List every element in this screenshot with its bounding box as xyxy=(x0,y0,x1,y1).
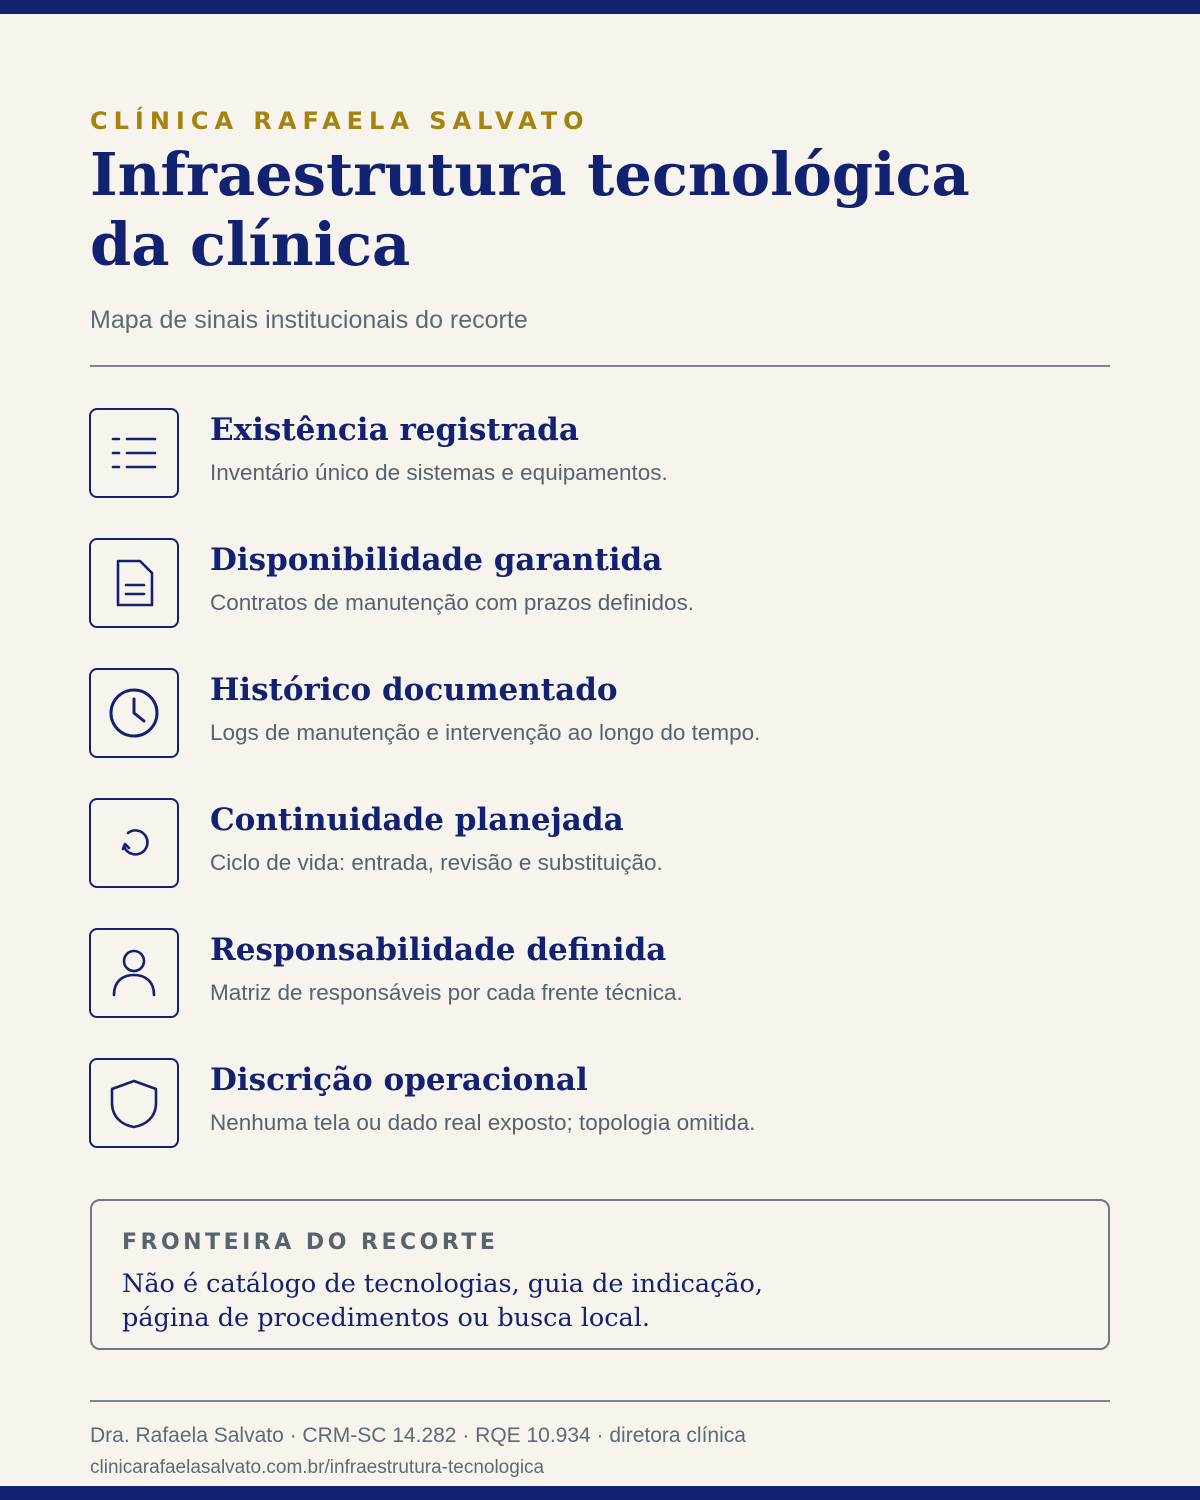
footer-credits: Dra. Rafaela Salvato · CRM-SC 14.282 · RQE 10.934 · diretora clínica xyxy=(90,1424,746,1447)
shield-icon xyxy=(89,1058,179,1148)
top-accent-bar xyxy=(0,0,1200,14)
page-title-line-2: da clínica xyxy=(90,210,411,279)
signal-item-title: Continuidade planejada xyxy=(210,802,624,838)
signal-item-continuidade xyxy=(89,798,1109,890)
scope-boundary-text-line-2: página de procedimentos ou busca local. xyxy=(122,1303,651,1333)
signal-item-description: Contratos de manutenção com prazos definidos. xyxy=(210,590,695,615)
signal-item-description: Matriz de responsáveis por cada frente técnica. xyxy=(210,980,683,1005)
signal-item-existencia xyxy=(89,408,1109,500)
signal-item-title: Discrição operacional xyxy=(210,1062,588,1098)
signal-item-title: Histórico documentado xyxy=(210,672,618,708)
refresh-icon xyxy=(89,798,179,888)
signal-item-title: Responsabilidade definida xyxy=(210,932,667,968)
page-title-line-1: Infraestrutura tecnológica xyxy=(90,140,970,209)
signal-item-responsabilidade xyxy=(89,928,1109,1020)
bottom-accent-bar xyxy=(0,1486,1200,1500)
signal-item-description: Nenhuma tela ou dado real exposto; topologia omitida. xyxy=(210,1110,756,1135)
signal-item-description: Inventário único de sistemas e equipamentos. xyxy=(210,460,668,485)
scope-boundary-label: FRONTEIRA DO RECORTE xyxy=(122,1230,499,1255)
footer-divider xyxy=(90,1400,1110,1402)
scope-boundary-box xyxy=(90,1199,1110,1350)
signal-item-description: Logs de manutenção e intervenção ao longo do tempo. xyxy=(210,720,761,745)
list-icon xyxy=(89,408,179,498)
clinic-name-eyebrow: CLÍNICA RAFAELA SALVATO xyxy=(90,107,590,135)
signal-item-description: Ciclo de vida: entrada, revisão e substituição. xyxy=(210,850,663,875)
signal-item-title: Disponibilidade garantida xyxy=(210,542,663,578)
page-subtitle: Mapa de sinais institucionais do recorte xyxy=(90,306,528,334)
header-divider xyxy=(90,365,1110,367)
signal-item-disponibilidade xyxy=(89,538,1109,630)
signal-item-title: Existência registrada xyxy=(210,412,579,448)
signal-item-historico xyxy=(89,668,1109,760)
document-icon xyxy=(89,538,179,628)
page-title xyxy=(90,140,970,280)
scope-boundary-text xyxy=(122,1267,763,1335)
clock-icon xyxy=(89,668,179,758)
footer-url: clinicarafaelasalvato.com.br/infraestrutura-tecnologica xyxy=(90,1457,545,1478)
user-icon xyxy=(89,928,179,1018)
scope-boundary-text-line-1: Não é catálogo de tecnologias, guia de indicação, xyxy=(122,1269,764,1299)
signal-item-discricao xyxy=(89,1058,1109,1150)
